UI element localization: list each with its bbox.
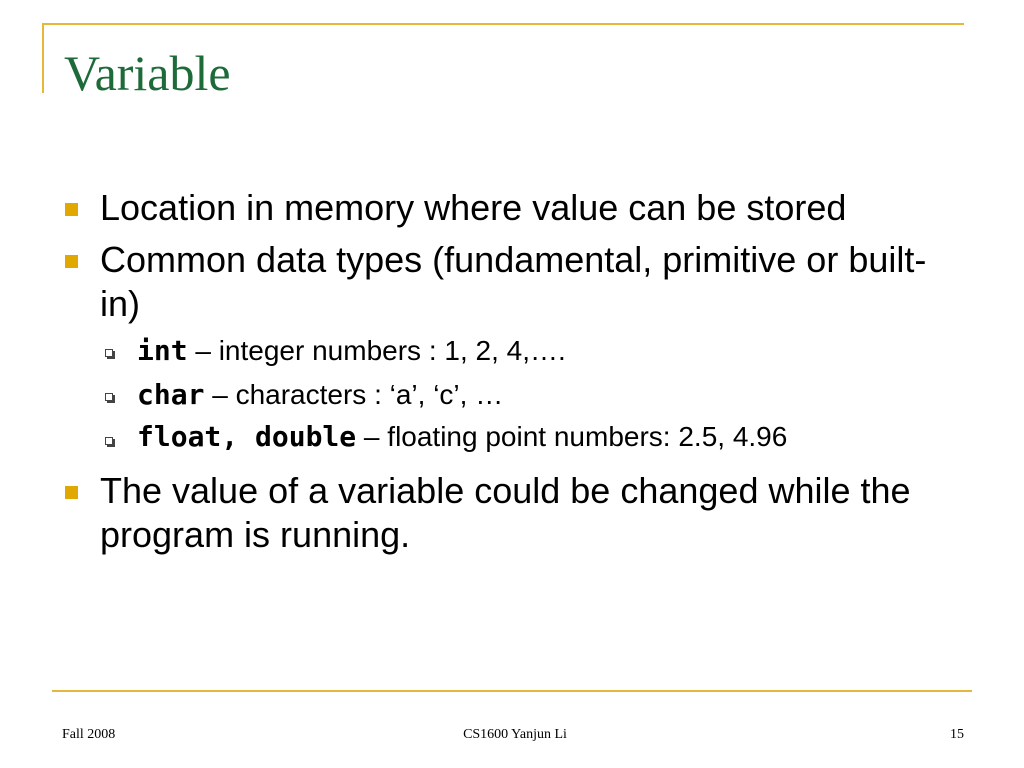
sub-bullet-item <box>62 329 962 373</box>
slide-content <box>62 186 962 565</box>
code-keyword: int <box>137 334 188 367</box>
bullet-text: Common data types (fundamental, primitive or built-in) <box>100 239 927 324</box>
hollow-square-bullet-icon <box>105 393 113 401</box>
sub-bullet-text: – floating point numbers: 2.5, 4.96 <box>356 421 788 452</box>
sub-bullet-item <box>62 373 962 417</box>
footer-page-number: 15 <box>950 727 964 742</box>
bullet-item <box>62 469 962 557</box>
square-bullet-icon <box>65 203 78 216</box>
bottom-frame-line <box>52 690 972 692</box>
code-keyword: float, double <box>137 420 357 453</box>
hollow-square-bullet-icon <box>105 349 113 357</box>
footer-course-author: CS1600 Yanjun Li <box>463 727 567 742</box>
top-frame-line <box>42 23 964 25</box>
sub-bullet-item <box>62 417 937 457</box>
sub-bullet-text: – characters : ‘a’, ‘c’, … <box>204 379 504 410</box>
hollow-square-bullet-icon <box>105 437 113 445</box>
sub-bullet-text: – integer numbers : 1, 2, 4,…. <box>187 335 566 366</box>
left-frame-line <box>42 23 44 93</box>
code-keyword: char <box>137 378 205 411</box>
bullet-item <box>62 238 962 326</box>
square-bullet-icon <box>65 486 78 499</box>
bullet-text: Location in memory where value can be stored <box>100 187 847 228</box>
footer-date: Fall 2008 <box>62 727 116 742</box>
square-bullet-icon <box>65 255 78 268</box>
bullet-text: The value of a variable could be changed while the program is running. <box>100 470 911 555</box>
slide-title: Variable <box>64 45 231 101</box>
bullet-item <box>62 186 880 230</box>
